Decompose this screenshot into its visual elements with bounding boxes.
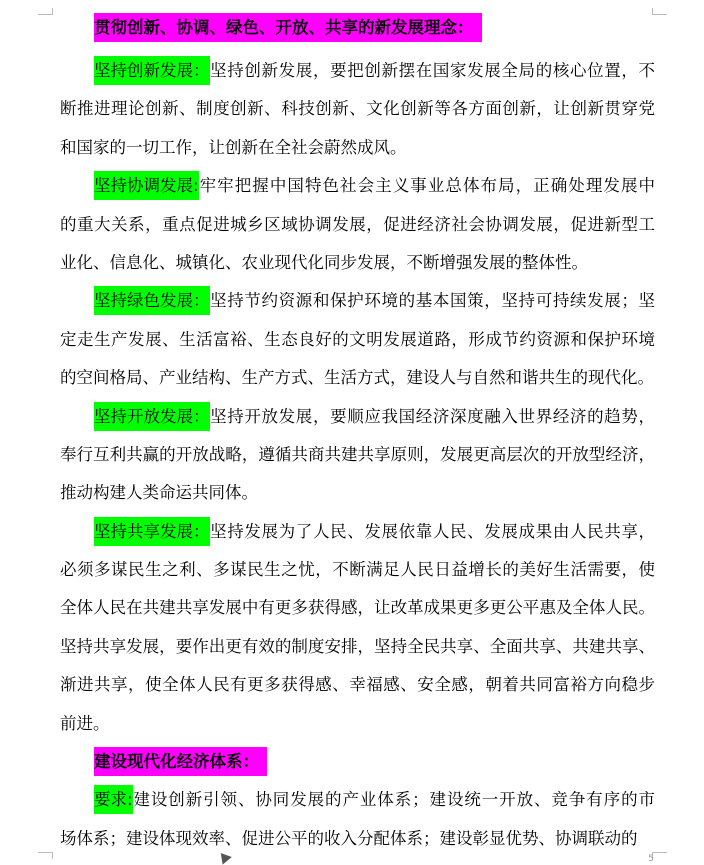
paragraph-4-line (60, 551, 655, 589)
paragraph-2-line (60, 282, 655, 320)
paragraph-4-line (60, 589, 655, 627)
paragraph-3-text: 奉行互利共赢的开放战略，遵循共商共建共享原则，发展更高层次的开放型经济， (60, 444, 655, 464)
paragraph-0-text: 和国家的一切工作，让创新在全社会蔚然成风。 (60, 137, 407, 157)
paragraph-1-text: 业化、信息化、城镇化、农业现代化同步发展，不断增强发展的整体性。 (60, 252, 588, 272)
paragraph-1-line (60, 167, 655, 205)
paragraph-4-text: 坚持发展为了人民、发展依靠人民、发展成果由人民共享， (209, 521, 655, 541)
paragraph-3-text: 推动构建人类命运共同体。 (60, 483, 258, 503)
requirement-paragraph-label: 要求: (94, 785, 133, 814)
paragraph-1-text: 牢牢把握中国特色社会主义事业总体布局，正确处理发展中 (198, 176, 655, 196)
paragraph-4-text: 坚持共享发展，要作出更有效的制度安排，坚持全民共享、全面共享、共建共享、 (60, 636, 655, 656)
paragraph-4-text: 必须多谋民生之利、多谋民生之忧，不断满足人民日益增长的美好生活需要，使 (60, 560, 655, 580)
paragraph-2-label: 坚持绿色发展： (94, 286, 210, 315)
paragraph-2-line (60, 321, 655, 359)
paragraph-0-text: 断推进理论创新、制度创新、科技创新、文化创新等各方面创新，让创新贯穿党 (60, 99, 655, 119)
paragraph-1-text: 的重大关系，重点促进城乡区域协调发展，促进经济社会协调发展，促进新型工 (60, 214, 655, 234)
requirement-paragraph-text: 场体系；建设体现效率、促进公平的收入分配体系；建设彰显优势、协调联动的 (60, 828, 638, 848)
paragraph-1-line (60, 244, 655, 282)
paragraph-2-text: 定走生产发展、生活富裕、生态良好的文明发展道路，形成节约资源和保护环境 (60, 329, 655, 349)
requirement-paragraph-line (60, 820, 655, 858)
paragraph-4-label: 坚持共享发展： (94, 517, 210, 546)
margin-mark-bottom-left (38, 852, 53, 859)
section-heading-text: 建设现代化经济体系： (94, 747, 267, 776)
requirement-paragraph-line (60, 781, 655, 819)
margin-mark-top-left (38, 8, 53, 15)
paragraph-0-label: 坚持创新发展： (94, 56, 210, 85)
paragraph-3-line (60, 436, 655, 474)
paragraph-0-line (60, 90, 655, 128)
paragraph-2-text: 坚持节约资源和保护环境的基本国策，坚持可持续发展；坚 (209, 291, 655, 311)
paragraph-3-label: 坚持开放发展： (94, 402, 210, 431)
page-number: 5 (648, 854, 654, 864)
paragraph-0-line (60, 52, 655, 90)
paragraph-0-line (60, 129, 655, 167)
paragraph-4-text: 渐进共享，使全体人民有更多获得感、幸福感、安全感，朝着共同富裕方向稳步 (60, 675, 655, 695)
paragraph-3-text: 坚持开放发展，要顺应我国经济深度融入世界经济的趋势， (209, 406, 655, 426)
paragraph-2-line (60, 359, 655, 397)
paragraph-4-line (60, 666, 655, 704)
paragraph-4-line (60, 705, 655, 743)
paragraph-4-line (60, 628, 655, 666)
margin-mark-top-right (652, 8, 667, 15)
paragraph-3-line (60, 474, 655, 512)
paragraph-4-line (60, 513, 655, 551)
paragraph-0-text: 坚持创新发展，要把创新摆在国家发展全局的核心位置，不 (209, 61, 655, 80)
section-heading-new-development: 贯彻创新、协调、绿色、开放、共享的新发展理念： (94, 13, 482, 42)
paragraph-1-label: 坚持协调发展: (94, 171, 199, 200)
requirement-paragraph-text: 建设创新引领、协同发展的产业体系；建设统一开放、竞争有序的市 (132, 790, 655, 810)
paragraph-3-line (60, 398, 655, 436)
paragraph-2-text: 的空间格局、产业结构、生产方式、生活方式，建设人与自然和谐共生的现代化。 (60, 368, 654, 388)
section-heading-economic-system (60, 743, 655, 781)
paragraph-4-text: 全体人民在共建共享发展中有更多获得感，让改革成果更多更公平惠及全体人民。 (60, 598, 655, 618)
paragraph-4-text: 前进。 (60, 713, 110, 733)
document-body (60, 52, 655, 858)
paragraph-1-line (60, 206, 655, 244)
